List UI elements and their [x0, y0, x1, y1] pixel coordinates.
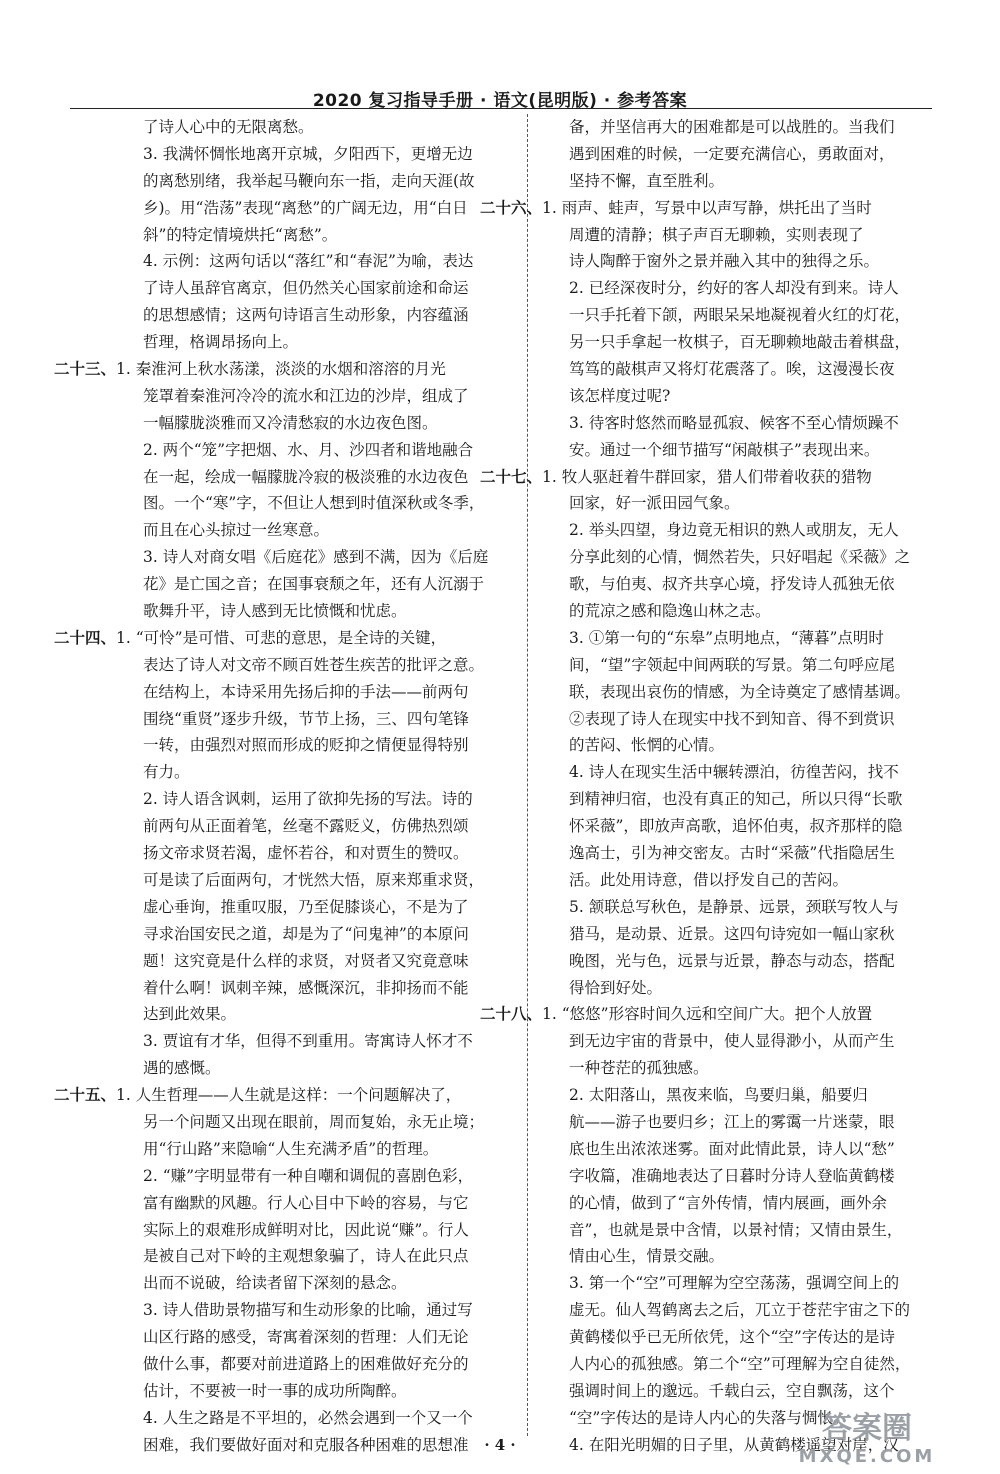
line-text: 的离愁别绪，我举起马鞭向东一指，走向天涯(故	[143, 171, 475, 190]
text-line	[538, 921, 934, 948]
text-line	[538, 625, 934, 652]
line-text: 着什么啊！讽刺辛辣，感慨深沉，非抑扬而不能	[143, 978, 469, 997]
line-text: 2. 已经深夜时分，约好的客人却没有到来。诗人	[569, 279, 899, 298]
text-line	[112, 706, 520, 733]
watermark-text: 答案圈	[822, 1411, 912, 1446]
left-column	[54, 114, 520, 1454]
line-text: 音”，也就是景中含情，以景衬情；又情由景生，	[569, 1220, 903, 1239]
line-text: ②表现了诗人在现实中找不到知音、得不到赏识	[569, 709, 895, 728]
line-text: 周遭的清静；棋子声百无聊赖，实则表现了	[569, 225, 864, 244]
line-text: 分享此刻的心情，惆然若失，只好唱起《采薇》之	[569, 548, 911, 567]
line-text: 3. 贾谊有才华，但得不到重用。寄寓诗人怀才不	[143, 1032, 473, 1051]
line-text: 可是读了后面两句，才恍然大悟，原来郑重求贤，	[143, 870, 485, 889]
line-text: 诗人陶醉于窗外之景并融入其中的独得之乐。	[569, 252, 880, 271]
line-text: 一转，由强烈对照而形成的贬抑之情便显得特别	[143, 736, 469, 755]
text-line	[538, 1028, 934, 1055]
text-line	[112, 275, 520, 302]
line-text: 5. 颔联总写秋色，是静景、远景，颈联写牧人与	[569, 897, 899, 916]
line-text: 3. 我满怀惆怅地离开京城，夕阳西下，更增无边	[143, 144, 473, 163]
line-text: 的荒凉之感和隐逸山林之志。	[569, 602, 771, 621]
text-line	[112, 786, 520, 813]
line-text: 1. “悠悠”形容时间久远和空间广大。把个人放置	[542, 1005, 873, 1024]
line-text: 寻求治国安民之道，却是为了“问鬼神”的本原问	[143, 924, 469, 943]
line-text: 1. 人生哲理——人生就是这样：一个问题解决了，	[116, 1086, 462, 1105]
text-line	[112, 759, 520, 786]
text-line	[112, 975, 520, 1002]
line-text: 间，“望”字领起中间两联的写景。第二句呼应尾	[569, 655, 895, 674]
line-text: 3. 待客时悠然而略显孤寂、候客不至心情烦躁不	[569, 413, 899, 432]
text-line	[538, 759, 934, 786]
text-line	[112, 195, 520, 222]
text-line	[538, 1378, 934, 1405]
line-text: 备，并坚信再大的困难都是可以战胜的。当我们	[569, 118, 895, 136]
line-text: 底也生出浓浓迷雾。面对此情此景，诗人以“愁”	[569, 1139, 895, 1158]
line-text: 4. 在阳光明媚的日子里，从黄鹤楼遥望对岸，汉	[569, 1435, 899, 1454]
line-text: 富有幽默的风趣。行人心目中下岭的容易，与它	[143, 1193, 469, 1212]
line-text: 歌，与伯夷、叔齐共享心境，抒发诗人孤独无依	[569, 575, 895, 594]
line-text: 另一只手拿起一枚棋子，百无聊赖地敲击着棋盘，	[569, 333, 911, 352]
line-text: 乡)。用“浩荡”表现“离愁”的广阔无边，用“白日	[143, 198, 468, 217]
column-divider	[527, 114, 528, 1436]
line-text: 一幅朦胧淡雅而又冷清愁寂的水边夜色图。	[143, 413, 438, 432]
header-title: 2020 复习指导手册 · 语文(昆明版) · 参考答案	[312, 91, 688, 111]
line-text: 人内心的孤独感。第二个“空”可理解为空自徒然，	[569, 1354, 911, 1373]
text-line	[538, 894, 934, 921]
text-line	[112, 1297, 520, 1324]
text-line	[112, 1324, 520, 1351]
text-line	[538, 813, 934, 840]
line-text: 强调时间上的邈远。千载白云，空自飘荡，这个	[569, 1381, 895, 1400]
page-number: · 4 ·	[484, 1436, 516, 1454]
line-text: 山区行路的感受，寄寓着深刻的哲理：人们无论	[143, 1328, 469, 1347]
text-line	[538, 517, 934, 544]
text-line	[112, 1190, 520, 1217]
question-number: 二十五、	[54, 1085, 117, 1105]
text-line	[538, 1324, 934, 1351]
text-line	[112, 1163, 520, 1190]
text-line	[538, 248, 934, 275]
line-text: 3. 第一个“空”可理解为空空荡荡，强调空间上的	[569, 1274, 900, 1293]
text-line	[538, 1351, 934, 1378]
text-line	[538, 786, 934, 813]
line-text: 虚心垂询，推重叹服，乃至促膝谈心，不是为了	[143, 897, 469, 916]
question-line	[480, 195, 934, 222]
text-line	[538, 141, 934, 168]
text-line	[538, 1270, 934, 1297]
line-text: 字收篇，准确地表达了日暮时分诗人登临黄鹤楼	[569, 1166, 895, 1185]
watermark-url: MXQE.COM	[798, 1446, 936, 1467]
text-line	[112, 948, 520, 975]
page-header	[0, 0, 1000, 111]
text-line	[112, 679, 520, 706]
text-line	[538, 679, 934, 706]
text-line	[112, 1351, 520, 1378]
question-number: 二十七、	[480, 466, 543, 486]
line-text: 航——游子也要归乡；江上的雾霭一片迷蒙，眼	[569, 1112, 895, 1131]
line-text: 前两句从正面着笔，丝毫不露贬义，仿佛热烈颂	[143, 817, 469, 836]
line-text: 1. 雨声、蛙声，写景中以声写静，烘托出了当时	[542, 198, 872, 217]
question-line	[54, 356, 520, 383]
line-text: 斜”的特定情境烘托“离愁”。	[143, 225, 338, 244]
text-line	[538, 437, 934, 464]
line-text: 遇的感慨。	[143, 1059, 221, 1078]
line-text: 一种苍茫的孤独感。	[569, 1059, 709, 1078]
line-text: 到无边宇宙的背景中，使人显得渺小，从而产生	[569, 1032, 895, 1051]
text-line	[538, 1243, 934, 1270]
text-line	[112, 114, 520, 141]
text-line	[538, 383, 934, 410]
text-line	[112, 571, 520, 598]
line-text: 达到此效果。	[143, 1005, 237, 1024]
line-text: 到精神归宿，也没有真正的知己，所以只得“长歌	[569, 790, 903, 809]
line-text: 用“行山路”来隐喻“人生充满矛盾”的哲理。	[143, 1139, 439, 1158]
line-text: 得恰到好处。	[569, 978, 663, 997]
text-line	[538, 867, 934, 894]
text-line	[538, 1109, 934, 1136]
line-text: 2. 举头四望，身边竟无相识的熟人或朋友，无人	[569, 521, 899, 540]
question-line	[54, 625, 520, 652]
text-line	[112, 1109, 520, 1136]
line-text: 实际上的艰难形成鲜明对比，因此说“赚”。行人	[143, 1220, 469, 1239]
line-text: 2. “赚”字明显带有一种自嘲和调侃的喜剧色彩，	[143, 1166, 474, 1185]
text-line	[538, 275, 934, 302]
line-text: 1. 秦淮河上秋水荡漾，淡淡的水烟和溶溶的月光	[116, 360, 446, 379]
text-line	[112, 302, 520, 329]
line-text: 回家，好一派田园气象。	[569, 494, 740, 513]
line-text: 笃笃的敲棋声又将灯花震落了。唉，这漫漫长夜	[569, 360, 895, 379]
line-text: 哲理，格调昂扬向上。	[143, 333, 299, 352]
text-line	[112, 840, 520, 867]
text-line	[112, 921, 520, 948]
text-line	[112, 248, 520, 275]
text-line	[538, 1136, 934, 1163]
line-text: 估计，不要被一时一事的成功所陶醉。	[143, 1381, 407, 1400]
text-line	[112, 813, 520, 840]
right-column	[480, 114, 934, 1454]
line-text: 猎马，是动景、近景。这四句诗宛如一幅山家秋	[569, 924, 895, 943]
line-text: 扬文帝求贤若渴，虚怀若谷，和对贾生的赞叹。	[143, 844, 469, 863]
text-line	[112, 168, 520, 195]
question-number: 二十八、	[480, 1004, 543, 1024]
line-text: 2. 诗人语含讽刺，运用了欲抑先扬的写法。诗的	[143, 790, 473, 809]
line-text: 4. 人生之路是不平坦的，必然会遇到一个又一个	[143, 1408, 473, 1427]
text-line	[538, 1190, 934, 1217]
text-line	[538, 732, 934, 759]
line-text: 在结构上，本诗采用先扬后抑的手法——前两句	[143, 682, 469, 701]
text-line	[112, 1217, 520, 1244]
question-line	[480, 464, 934, 491]
line-text: 是被自己对下岭的主观想象骗了，诗人在此只点	[143, 1247, 469, 1266]
text-line	[112, 517, 520, 544]
line-text: 歌舞升平，诗人感到无比愤慨和忧虑。	[143, 602, 407, 621]
text-line	[538, 1297, 934, 1324]
line-text: 1. “可怜”是可惜、可悲的意思，是全诗的关键，	[116, 628, 447, 647]
line-text: 黄鹤楼似乎已无所依凭，这个“空”字传达的是诗	[569, 1328, 895, 1347]
text-line	[538, 544, 934, 571]
line-text: 联，表现出哀伤的情感，为全诗奠定了感情基调。	[569, 682, 911, 701]
text-line	[538, 1055, 934, 1082]
text-line	[538, 598, 934, 625]
text-line	[112, 1001, 520, 1028]
line-text: 的苦闷、怅惘的心情。	[569, 736, 725, 755]
text-line	[112, 732, 520, 759]
line-text: 图。一个“寒”字，不但让人想到时值深秋或冬季，	[143, 494, 485, 513]
text-line	[112, 1055, 520, 1082]
line-text: 表达了诗人对文帝不顾百姓苍生疾苦的批评之意。	[143, 655, 485, 674]
text-line	[112, 464, 520, 491]
text-line	[538, 168, 934, 195]
header-rule	[70, 108, 932, 109]
text-line	[112, 867, 520, 894]
question-number: 二十四、	[54, 627, 117, 647]
text-line	[538, 410, 934, 437]
text-line	[112, 1028, 520, 1055]
line-text: 笼罩着秦淮河冷冷的流水和江边的沙岸，组成了	[143, 386, 469, 405]
text-line	[112, 544, 520, 571]
line-text: 了诗人心中的无限离愁。	[143, 118, 314, 136]
line-text: 而且在心头掠过一丝寒意。	[143, 521, 330, 540]
line-text: 逸高士，引为神交密友。古时“采薇”代指隐居生	[569, 844, 895, 863]
question-line	[480, 1001, 934, 1028]
line-text: 3. 诗人对商女唱《后庭花》感到不满，因为《后庭	[143, 548, 489, 567]
line-text: 另一个问题又出现在眼前，周而复始，永无止境；	[143, 1112, 485, 1131]
text-line	[112, 1405, 520, 1432]
question-number: 二十三、	[54, 359, 117, 379]
text-line	[538, 490, 934, 517]
text-line	[538, 1217, 934, 1244]
text-line	[538, 1082, 934, 1109]
text-line	[112, 383, 520, 410]
question-number: 二十六、	[480, 197, 543, 217]
line-text: 有力。	[143, 763, 190, 782]
line-text: 安。通过一个细节描写“闲敲棋子”表现出来。	[569, 440, 880, 459]
line-text: 4. 示例：这两句话以“落红”和“春泥”为喻，表达	[143, 252, 474, 271]
line-text: 的心情，做到了“言外传情，情内展画，画外余	[569, 1193, 887, 1212]
text-line	[112, 1243, 520, 1270]
text-line	[112, 598, 520, 625]
line-text: 情由心生，情景交融。	[569, 1247, 725, 1266]
line-text: 在一起，绘成一幅朦胧冷寂的极淡雅的水边夜色	[143, 467, 469, 486]
text-line	[112, 1136, 520, 1163]
line-text: 题！这究竟是什么样的求贤，对贤者又究竟意味	[143, 951, 469, 970]
line-text: 一只手托着下颌，两眼呆呆地凝视着火红的灯花，	[569, 306, 911, 325]
text-line	[538, 1163, 934, 1190]
text-line	[112, 1378, 520, 1405]
line-text: 的思想感情；这两句诗语言生动形象，内容蕴涵	[143, 306, 469, 325]
question-line	[54, 1082, 520, 1109]
text-line	[112, 410, 520, 437]
line-text: 坚持不懈，直至胜利。	[569, 171, 725, 190]
text-line	[112, 490, 520, 517]
line-text: “空”字传达的是诗人内心的失落与惆怅。	[569, 1408, 849, 1427]
line-text: 晚图，光与色，远景与近景，静态与动态，搭配	[569, 951, 895, 970]
text-line	[112, 437, 520, 464]
line-text: 遇到困难的时候，一定要充满信心，勇敢面对，	[569, 144, 895, 163]
text-line	[538, 329, 934, 356]
text-line	[112, 652, 520, 679]
line-text: 3. ①第一句的“东皋”点明地点，“薄暮”点明时	[569, 628, 884, 647]
line-text: 围绕“重贤”逐步升级，节节上扬，三、四句笔锋	[143, 709, 469, 728]
watermark-logo	[752, 1404, 982, 1468]
text-line	[112, 222, 520, 249]
text-line	[538, 706, 934, 733]
text-line	[112, 894, 520, 921]
line-text: 2. 两个“笼”字把烟、水、月、沙四者和谐地融合	[143, 440, 474, 459]
text-line	[538, 840, 934, 867]
line-text: 了诗人虽辞官离京，但仍然关心国家前途和命运	[143, 279, 469, 298]
text-line	[538, 652, 934, 679]
text-line	[112, 329, 520, 356]
line-text: 怀采薇”，即放声高歌，追怀伯夷，叔齐那样的隐	[569, 817, 903, 836]
line-text: 1. 牧人驱赶着牛群回家，猎人们带着收获的猎物	[542, 467, 872, 486]
text-line	[538, 222, 934, 249]
text-line	[538, 948, 934, 975]
line-text: 3. 诗人借助景物描写和生动形象的比喻，通过写	[143, 1301, 473, 1320]
text-line	[538, 571, 934, 598]
line-text: 该怎样度过呢?	[569, 386, 671, 405]
line-text: 虚无。仙人驾鹤离去之后，兀立于苍茫宇宙之下的	[569, 1301, 911, 1320]
line-text: 出而不说破，给读者留下深刻的悬念。	[143, 1274, 407, 1293]
text-line	[538, 356, 934, 383]
line-text: 4. 诗人在现实生活中辗转漂泊，彷徨苦闷，找不	[569, 763, 899, 782]
text-line	[538, 114, 934, 141]
line-text: 花》是亡国之音；在国事衰颓之年，还有人沉溺于	[143, 575, 485, 594]
text-line	[112, 141, 520, 168]
line-text: 2. 太阳落山，黑夜来临，鸟要归巢，船要归	[569, 1086, 868, 1105]
line-text: 活。此处用诗意，借以抒发自己的苦闷。	[569, 870, 849, 889]
line-text: 困难，我们要做好面对和克服各种困难的思想准	[143, 1435, 469, 1454]
text-line	[538, 975, 934, 1002]
text-line	[112, 1270, 520, 1297]
line-text: 做什么事，都要对前进道路上的困难做好充分的	[143, 1354, 469, 1373]
text-line	[538, 302, 934, 329]
